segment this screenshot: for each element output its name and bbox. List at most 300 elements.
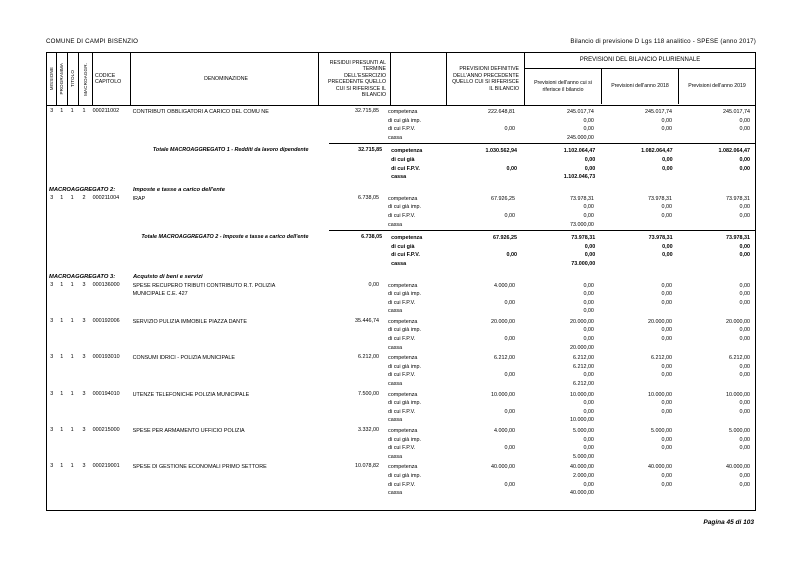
- cell-programma: 1: [60, 463, 64, 470]
- denominazione-line: SPESE PER ARMAMENTO UFFICIO POLIZIA: [132, 428, 245, 434]
- value-line: 0,00: [739, 327, 750, 334]
- cell-codice-capitolo: 000194010: [92, 390, 120, 397]
- cell-anno-2019: [678, 318, 755, 352]
- cell-titolo: [67, 234, 77, 268]
- value-line: competenza: [388, 318, 418, 325]
- value-line: 73.978,31: [571, 235, 596, 242]
- cell-previsioni-definitive: [444, 147, 522, 181]
- value-line: di cui già imp.: [388, 472, 421, 479]
- value-line: 73.978,31: [648, 235, 673, 242]
- value-line: 0,00: [661, 327, 672, 334]
- col-header-macroaggregato: MACROAGGR.: [79, 53, 93, 105]
- cell-anno-corrente: [522, 147, 601, 181]
- value-line: 0,00: [504, 336, 516, 343]
- value-line: 20.000,00: [491, 318, 516, 325]
- value-line: 1.030.562,94: [485, 148, 517, 155]
- cell-denominazione: [129, 463, 311, 497]
- value-line: cassa: [388, 381, 403, 388]
- value-line: 0,00: [739, 282, 750, 289]
- value-line: 0,00: [584, 243, 596, 250]
- cell-anno-2018: [600, 427, 678, 461]
- value-line: 6.212,00: [650, 355, 672, 362]
- section-title: Acquisto di beni e servizi: [133, 273, 203, 280]
- value-line: 0,00: [661, 400, 672, 407]
- value-line: 10.000,00: [726, 391, 750, 398]
- value-line: [441, 290, 515, 299]
- cell-macroaggregato: 3: [82, 427, 86, 433]
- value-line: 0,00: [504, 299, 516, 306]
- value-line: [678, 344, 750, 353]
- cell-macroaggregato: 3: [82, 463, 86, 470]
- value-line: [678, 489, 750, 498]
- value-line: di cui già imp.: [388, 117, 421, 124]
- value-line: 6.212,00: [572, 363, 594, 370]
- value-line: 6.212,00: [494, 355, 516, 362]
- value-line: [600, 134, 672, 143]
- value-line: 0,00: [661, 436, 672, 443]
- value-line: 0,00: [661, 282, 672, 289]
- cell-denominazione: [129, 195, 311, 229]
- cell-programma: 1: [60, 194, 64, 201]
- value-line: di cui già: [391, 156, 415, 163]
- page-footer: Pagina 45 di 103: [703, 519, 754, 526]
- cell-line-labels: [383, 391, 441, 425]
- value-line: [601, 260, 672, 269]
- value-line: [679, 173, 750, 182]
- value-line: 0,00: [583, 204, 594, 211]
- value-line: 0,00: [739, 165, 750, 172]
- value-line: 0,00: [583, 445, 594, 452]
- value-line: 0,00: [504, 408, 516, 415]
- value-line: 0,00: [583, 117, 594, 124]
- cell-titolo: 1: [70, 427, 74, 433]
- denominazione-line: SPESE RECUPERO TRIBUTI CONTRIBUTO R.T. POLIZIA: [132, 282, 276, 289]
- value-line: di cui F.P.V.: [388, 299, 416, 306]
- cell-anno-corrente: [520, 318, 600, 352]
- value-line: 245.017,74: [566, 109, 594, 115]
- value-line: cassa: [391, 174, 407, 181]
- cell-residui: 6.738,05: [358, 194, 380, 201]
- col-header-pluriennale-title: PREVISIONI DEL BILANCIO PLURIENNALE: [525, 53, 755, 69]
- value-line: 245.017,74: [723, 109, 750, 115]
- value-line: 40.000,00: [569, 490, 594, 497]
- value-line: 0,00: [739, 336, 750, 343]
- value-line: 20.000,00: [569, 318, 594, 325]
- value-line: cassa: [388, 417, 403, 424]
- value-line: 20.000,00: [647, 318, 672, 325]
- cell-titolo: 1: [70, 108, 74, 114]
- value-line: 40.000,00: [491, 464, 516, 471]
- value-line: [441, 436, 515, 445]
- value-line: 67.926,25: [492, 235, 517, 242]
- value-line: [678, 380, 750, 389]
- value-line: 0,00: [504, 212, 516, 219]
- value-line: [441, 117, 515, 126]
- cell-codice-capitolo: 000192006: [92, 317, 120, 324]
- cell-residui: 3.332,00: [358, 427, 380, 433]
- value-line: 0,00: [504, 126, 516, 133]
- value-line: 0,00: [583, 400, 594, 407]
- value-line: 0,00: [661, 299, 672, 306]
- cell-denominazione: [129, 318, 311, 352]
- denominazione-line: Totale MACROAGGREGATO 1 - Redditi da lavoro dipendente: [152, 147, 309, 154]
- cell-titolo: 1: [70, 354, 74, 361]
- value-line: 0,00: [661, 481, 672, 488]
- value-line: 5.000,00: [729, 428, 750, 434]
- value-line: di cui F.P.V.: [388, 445, 416, 452]
- total-separator: [329, 230, 755, 231]
- value-line: 0,00: [662, 243, 673, 250]
- cell-residui: 35.446,74: [355, 317, 380, 324]
- value-line: 40.000,00: [726, 464, 750, 471]
- value-line: 40.000,00: [569, 464, 594, 471]
- cell-residui: 7.500,00: [358, 390, 380, 397]
- denominazione-line: SERVIZIO PULIZIA IMMOBILE PIAZZA DANTE: [132, 318, 247, 325]
- value-line: [444, 260, 517, 269]
- cell-line-labels: [383, 108, 441, 142]
- value-line: 0,00: [739, 243, 750, 250]
- cell-titolo: [67, 147, 77, 181]
- value-line: 0,00: [661, 336, 672, 343]
- value-line: [441, 472, 515, 481]
- value-line: 0,00: [739, 126, 750, 133]
- value-line: 4.000,00: [494, 428, 516, 434]
- cell-anno-2018: [600, 195, 678, 229]
- cell-anno-2018: [601, 147, 678, 181]
- value-line: 0,00: [583, 212, 594, 219]
- value-line: [600, 453, 672, 462]
- value-line: 0,00: [583, 372, 594, 379]
- cell-missione: [47, 234, 56, 268]
- col-header-pluriennale: [525, 53, 755, 105]
- value-line: di cui F.P.V.: [388, 408, 416, 415]
- cell-line-labels: [383, 427, 441, 461]
- value-line: [678, 307, 750, 316]
- value-line: 0,00: [739, 291, 750, 298]
- value-line: 245.017,74: [644, 109, 672, 115]
- col-header-anno-2018: Previsioni dell'anno 2018: [602, 69, 679, 104]
- value-line: 0,00: [739, 481, 750, 488]
- document-header: [46, 38, 756, 45]
- value-line: [678, 453, 750, 462]
- col-header-denominazione: DENOMINAZIONE: [131, 53, 319, 105]
- value-line: [441, 221, 515, 230]
- col-header-previsioni-definitive: PREVISIONI DEFINITIVE DELL'ANNO PRECEDENTE QUELLO CUI SI RIFERISCE IL BILANCIO: [447, 53, 525, 105]
- denominazione-line: MUNICIPALE C.E. 427: [132, 291, 188, 298]
- cell-codice-capitolo: [90, 234, 128, 268]
- table-row: [47, 282, 755, 316]
- value-line: 0,00: [661, 204, 672, 211]
- cell-macroaggregato: 2: [82, 194, 86, 201]
- cell-programma: 1: [60, 281, 64, 288]
- value-line: 20.000,00: [569, 344, 594, 351]
- cell-titolo: 1: [70, 390, 74, 397]
- table-body: [46, 106, 756, 511]
- value-line: 0,00: [661, 117, 672, 124]
- value-line: 73.978,31: [726, 195, 750, 202]
- cell-anno-corrente: [520, 463, 600, 497]
- total-row: [47, 147, 755, 181]
- cell-anno-2019: [678, 282, 755, 316]
- cell-anno-corrente: [522, 234, 601, 268]
- cell-line-labels: [383, 195, 441, 229]
- value-line: 1.102.064,47: [563, 148, 596, 155]
- cell-anno-corrente: [520, 354, 600, 388]
- value-line: [441, 307, 515, 316]
- document-title: Bilancio di previsione D Lgs 118 analitico - SPESE (anno 2017): [570, 38, 756, 45]
- value-line: 0,00: [584, 156, 596, 163]
- section-header: [47, 187, 755, 193]
- cell-missione: 3: [50, 194, 54, 201]
- value-line: di cui F.P.V.: [391, 252, 420, 259]
- cell-previsioni-definitive: [441, 427, 520, 461]
- col-header-anno-corrente: Previsioni dell'anno cui si riferisce il bilancio: [525, 69, 602, 104]
- value-line: 0,00: [739, 299, 750, 306]
- value-line: 0,00: [739, 204, 750, 211]
- cell-missione: [47, 147, 56, 181]
- cell-programma: 1: [60, 427, 64, 433]
- value-line: 0,00: [739, 436, 750, 443]
- value-line: 0,00: [583, 327, 594, 334]
- col-header-missione: MISSIONE: [47, 53, 57, 105]
- value-line: cassa: [388, 134, 403, 141]
- value-line: cassa: [388, 308, 403, 315]
- cell-codice-capitolo: 000215000: [92, 427, 120, 433]
- cell-programma: [56, 147, 66, 181]
- value-line: 6.212,00: [729, 355, 750, 362]
- value-line: cassa: [388, 453, 403, 460]
- value-line: 6.212,00: [572, 381, 594, 388]
- cell-macroaggregato: 3: [82, 354, 86, 361]
- cell-anno-2018: [600, 391, 678, 425]
- cell-anno-2018: [600, 318, 678, 352]
- cell-anno-2018: [600, 108, 678, 142]
- cell-codice-capitolo: 000211004: [92, 194, 120, 201]
- value-line: 0,00: [583, 408, 594, 415]
- table-row: [47, 318, 755, 352]
- value-line: cassa: [388, 490, 403, 497]
- value-line: 0,00: [583, 481, 594, 488]
- value-line: di cui F.P.V.: [388, 336, 416, 343]
- value-line: 0,00: [662, 165, 673, 172]
- value-line: 0,00: [504, 372, 516, 379]
- cell-denominazione: [129, 108, 311, 142]
- denominazione-line: CONSUMI IDRICI - POLIZIA MUNICIPALE: [132, 355, 235, 362]
- value-line: [678, 416, 750, 425]
- value-line: competenza: [388, 391, 418, 398]
- value-line: 0,00: [739, 117, 750, 124]
- value-line: [600, 416, 672, 425]
- value-line: [600, 221, 672, 230]
- cell-anno-2019: [678, 195, 755, 229]
- cell-denominazione: [129, 391, 311, 425]
- value-line: [678, 221, 750, 230]
- value-line: 10.000,00: [569, 391, 594, 398]
- value-line: [600, 344, 672, 353]
- value-line: cassa: [388, 344, 403, 351]
- table-row: [47, 463, 755, 497]
- cell-residui: 32.715,85: [358, 147, 383, 154]
- value-line: 0,00: [583, 282, 594, 289]
- cell-previsioni-definitive: [441, 282, 520, 316]
- cell-anno-2019: [679, 147, 755, 181]
- value-line: 0,00: [739, 472, 750, 479]
- table-row: [47, 391, 755, 425]
- value-line: 0,00: [739, 400, 750, 407]
- cell-residui: 6.738,05: [361, 234, 383, 241]
- value-line: cassa: [388, 221, 403, 228]
- value-line: [600, 380, 672, 389]
- value-line: 0,00: [583, 308, 594, 315]
- value-line: competenza: [391, 148, 423, 155]
- value-line: 0,00: [661, 363, 672, 370]
- value-line: 10.000,00: [647, 391, 672, 398]
- cell-anno-corrente: [520, 195, 600, 229]
- cell-previsioni-definitive: [441, 318, 520, 352]
- value-line: 0,00: [583, 291, 594, 298]
- value-line: 73.978,31: [647, 195, 672, 202]
- value-line: 0,00: [739, 363, 750, 370]
- cell-previsioni-definitive: [441, 195, 520, 229]
- denominazione-line: Totale MACROAGGREGATO 2 - Imposte e tasse a carico dell'ente: [141, 234, 309, 241]
- value-line: [441, 326, 515, 335]
- cell-missione: 3: [50, 354, 54, 361]
- cell-macroaggregato: [77, 147, 90, 181]
- value-line: 0,00: [739, 372, 750, 379]
- cell-anno-corrente: [520, 282, 600, 316]
- value-line: [678, 134, 750, 143]
- table-row: [47, 354, 755, 388]
- value-line: [441, 363, 515, 372]
- value-line: 0,00: [504, 481, 516, 488]
- section-label: MACROAGGREGATO 3:: [49, 273, 116, 280]
- value-line: 0,00: [739, 252, 750, 259]
- table-row: [47, 427, 755, 461]
- value-line: 0,00: [662, 252, 673, 259]
- value-line: 245.000,00: [566, 134, 594, 141]
- value-line: 0,00: [506, 252, 517, 259]
- value-line: di cui F.P.V.: [388, 372, 416, 379]
- value-line: 0,00: [583, 126, 594, 133]
- value-line: 0,00: [661, 291, 672, 298]
- value-line: 0,00: [506, 165, 517, 172]
- value-line: 73.978,31: [569, 195, 594, 202]
- cell-codice-capitolo: 000211002: [92, 108, 120, 114]
- value-line: 73.000,00: [569, 221, 594, 228]
- table-row: [47, 195, 755, 229]
- value-line: [441, 203, 515, 212]
- value-line: di cui già imp.: [388, 327, 421, 334]
- cell-anno-2019: [678, 354, 755, 388]
- value-line: [441, 399, 515, 408]
- value-line: 5.000,00: [572, 453, 594, 460]
- cell-anno-2019: [678, 391, 755, 425]
- col-header-codice-capitolo: CODICE CAPITOLO: [93, 53, 131, 105]
- value-line: di cui F.P.V.: [391, 165, 420, 172]
- cell-titolo: 1: [70, 317, 74, 324]
- table-row: [47, 108, 755, 142]
- cell-programma: 1: [60, 108, 64, 114]
- cell-previsioni-definitive: [441, 108, 520, 142]
- value-line: competenza: [391, 235, 423, 242]
- col-header-titolo: TITOLO: [68, 53, 79, 105]
- cell-previsioni-definitive: [441, 354, 520, 388]
- value-line: 0,00: [504, 445, 516, 452]
- cell-residui: 10.078,82: [355, 463, 380, 470]
- value-line: [441, 344, 515, 353]
- cell-line-labels: [383, 354, 441, 388]
- value-line: [441, 380, 515, 389]
- cell-macroaggregato: 3: [82, 317, 86, 324]
- value-line: 0,00: [661, 372, 672, 379]
- cell-previsioni-definitive: [441, 391, 520, 425]
- value-line: di cui già imp.: [388, 400, 421, 407]
- value-line: [600, 307, 672, 316]
- cell-line-labels: [383, 463, 441, 497]
- denominazione-line: UTENZE TELEFONICHE POLIZIA MUNICIPALE: [132, 391, 250, 398]
- col-header-residui: RESIDUI PRESUNTI AL TERMINE DELL'ESERCIZIO PRECEDENTE QUELLO CUI SI RIFERISCE IL BILANCIO: [319, 53, 391, 105]
- cell-denominazione: [129, 427, 311, 461]
- cell-missione: 3: [50, 463, 54, 470]
- total-separator: [329, 143, 755, 144]
- value-line: 222.648,81: [488, 109, 516, 115]
- cell-codice-capitolo: 000219001: [92, 463, 120, 470]
- value-line: 6.212,00: [572, 355, 594, 362]
- value-line: competenza: [388, 109, 418, 115]
- cell-anno-corrente: [520, 108, 600, 142]
- cell-residui: 6.212,00: [358, 354, 380, 361]
- cell-titolo: 1: [70, 463, 74, 470]
- table-header: [46, 52, 756, 106]
- value-line: [679, 260, 750, 269]
- value-line: [600, 489, 672, 498]
- cell-missione: 3: [50, 390, 54, 397]
- value-line: 0,00: [583, 336, 594, 343]
- value-line: competenza: [388, 282, 418, 289]
- cell-programma: 1: [60, 354, 64, 361]
- value-line: 4.000,00: [494, 282, 516, 289]
- cell-macroaggregato: 3: [82, 281, 86, 288]
- value-line: [444, 173, 517, 182]
- cell-line-labels: [386, 147, 444, 181]
- value-line: di cui F.P.V.: [388, 126, 416, 133]
- value-line: [601, 173, 672, 182]
- col-header-programma: PROGRAMMA: [57, 53, 68, 105]
- cell-anno-2019: [679, 234, 755, 268]
- value-line: 10.000,00: [491, 391, 516, 398]
- cell-previsioni-definitive: [441, 463, 520, 497]
- value-line: 0,00: [584, 252, 596, 259]
- cell-denominazione: [128, 234, 315, 268]
- value-line: competenza: [388, 355, 418, 362]
- cell-missione: 3: [50, 317, 54, 324]
- cell-anno-corrente: [520, 391, 600, 425]
- cell-codice-capitolo: 000136000: [92, 281, 120, 288]
- denominazione-line: CONTRIBUTI OBBLIGATORI A CARICO DEL COMU NE: [132, 109, 269, 115]
- section-header: [47, 274, 755, 280]
- section-title: Imposte e tasse a carico dell'ente: [133, 186, 225, 193]
- cell-programma: 1: [60, 317, 64, 324]
- value-line: [441, 489, 515, 498]
- denominazione-line: IRAP: [132, 195, 146, 202]
- value-line: 1.082.064,47: [641, 148, 673, 155]
- cell-missione: 3: [50, 427, 54, 433]
- value-line: 0,00: [583, 299, 594, 306]
- cell-anno-2019: [678, 427, 755, 461]
- cell-residui: 0,00: [368, 281, 380, 288]
- value-line: 0,00: [661, 472, 672, 479]
- value-line: 67.926,25: [491, 195, 516, 202]
